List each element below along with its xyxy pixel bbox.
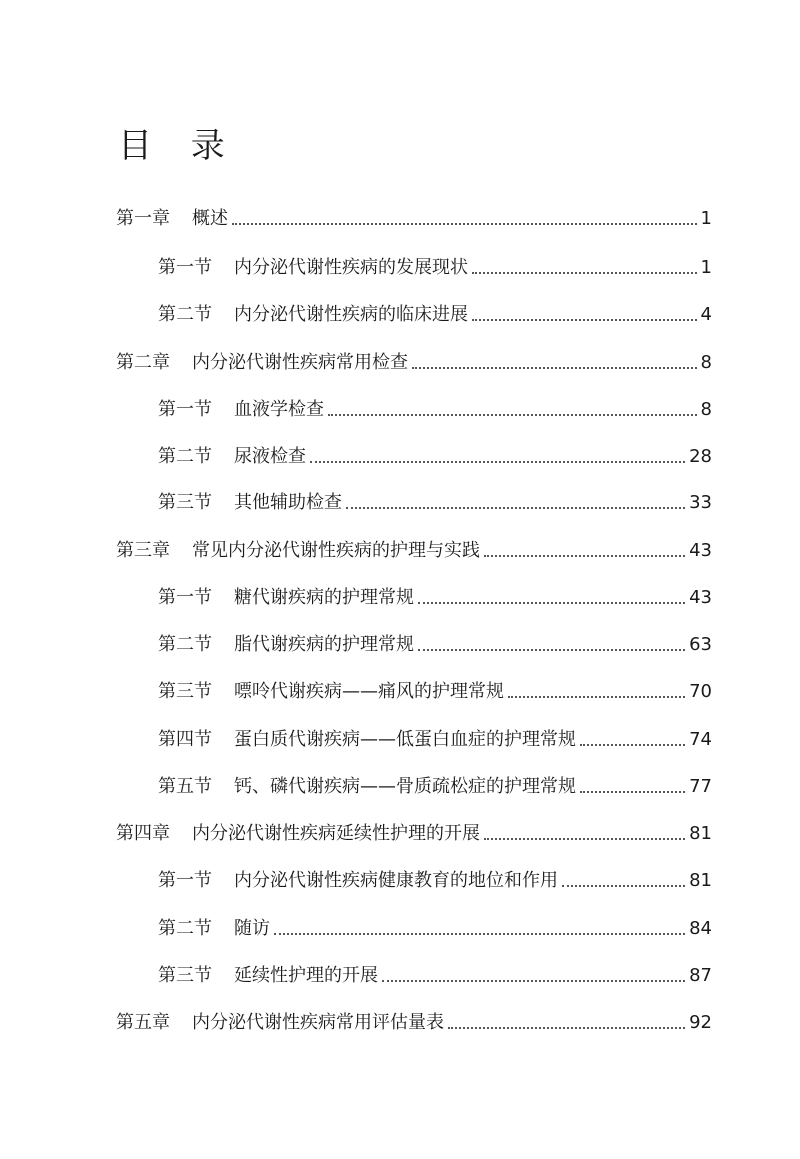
- toc-entry-title: 嘌呤代谢疾病——痛风的护理常规: [234, 681, 504, 702]
- leader-dots: [328, 414, 697, 416]
- toc-entry-number: 第二节: [158, 446, 212, 467]
- toc-entry-number: 第五章: [116, 1012, 170, 1033]
- toc-chapter-2[interactable]: [116, 344, 712, 374]
- toc-section-1-1[interactable]: [158, 249, 712, 279]
- toc-entry-title: 常见内分泌代谢性疾病的护理与实践: [192, 540, 480, 561]
- toc-entry-page: 1: [700, 257, 712, 278]
- toc-entry-title: 糖代谢疾病的护理常规: [234, 587, 414, 608]
- toc-entry-number: 第四章: [116, 823, 170, 844]
- toc-entry-title: 蛋白质代谢疾病——低蛋白血症的护理常规: [234, 729, 576, 750]
- toc-entry-page: 4: [700, 304, 712, 325]
- toc-entry-number: 第五节: [158, 776, 212, 797]
- toc-entry-page: 33: [689, 492, 712, 513]
- toc-entry-number: 第三节: [158, 492, 212, 513]
- toc-entry-title: 内分泌代谢性疾病的临床进展: [234, 304, 468, 325]
- toc-entry-title: 内分泌代谢性疾病常用评估量表: [192, 1012, 444, 1033]
- toc-section-4-3[interactable]: [158, 957, 712, 987]
- toc-section-2-2[interactable]: [158, 438, 712, 468]
- toc-entry-number: 第二节: [158, 634, 212, 655]
- toc-section-1-2[interactable]: [158, 296, 712, 326]
- toc-entry-page: 1: [700, 208, 712, 229]
- toc-entry-number: 第一章: [116, 208, 170, 229]
- toc-section-4-1[interactable]: [158, 862, 712, 892]
- toc-entry-page: 43: [689, 540, 712, 561]
- toc-section-4-2[interactable]: [158, 910, 712, 940]
- toc-entry-title: 尿液检查: [234, 446, 306, 467]
- toc-entry-number: 第一节: [158, 870, 212, 891]
- leader-dots: [580, 791, 685, 793]
- toc-entry-page: 87: [689, 965, 712, 986]
- leader-dots: [484, 555, 685, 557]
- toc-entry-page: 28: [689, 446, 712, 467]
- toc-entry-page: 81: [689, 870, 712, 891]
- toc-section-3-3[interactable]: [158, 673, 712, 703]
- leader-dots: [472, 319, 697, 321]
- leader-dots: [580, 744, 685, 746]
- leader-dots: [418, 602, 685, 604]
- toc-entry-title: 内分泌代谢性疾病健康教育的地位和作用: [234, 870, 558, 891]
- toc-entry-page: 92: [689, 1012, 712, 1033]
- toc-chapter-5[interactable]: [116, 1004, 712, 1034]
- toc-section-3-1[interactable]: [158, 579, 712, 609]
- toc-chapter-1[interactable]: [116, 200, 712, 230]
- toc-entry-title: 延续性护理的开展: [234, 965, 378, 986]
- toc-entry-title: 其他辅助检查: [234, 492, 342, 513]
- leader-dots: [412, 367, 697, 369]
- toc-entry-page: 70: [689, 681, 712, 702]
- toc-entry-title: 内分泌代谢性疾病延续性护理的开展: [192, 823, 480, 844]
- toc-section-3-5[interactable]: [158, 768, 712, 798]
- toc-chapter-4[interactable]: [116, 815, 712, 845]
- toc-entry-number: 第一节: [158, 587, 212, 608]
- toc-entry-title: 概述: [192, 208, 228, 229]
- leader-dots: [484, 838, 685, 840]
- toc-entry-title: 随访: [234, 918, 270, 939]
- toc-entry-page: 8: [700, 399, 712, 420]
- leader-dots: [472, 272, 697, 274]
- toc-entry-title: 血液学检查: [234, 399, 324, 420]
- toc-entry-page: 84: [689, 918, 712, 939]
- leader-dots: [274, 933, 685, 935]
- toc-entry-page: 43: [689, 587, 712, 608]
- leader-dots: [346, 507, 685, 509]
- toc-entry-number: 第一节: [158, 257, 212, 278]
- toc-entry-number: 第二节: [158, 918, 212, 939]
- leader-dots: [508, 696, 685, 698]
- page-title: 目 录: [118, 126, 239, 166]
- toc-entry-number: 第四节: [158, 729, 212, 750]
- toc-entry-number: 第二章: [116, 352, 170, 373]
- toc-section-3-4[interactable]: [158, 721, 712, 751]
- leader-dots: [448, 1027, 685, 1029]
- toc-section-3-2[interactable]: [158, 626, 712, 656]
- toc-entry-title: 钙、磷代谢疾病——骨质疏松症的护理常规: [234, 776, 576, 797]
- toc-entry-number: 第一节: [158, 399, 212, 420]
- toc-entry-number: 第三节: [158, 965, 212, 986]
- toc-entry-title: 内分泌代谢性疾病的发展现状: [234, 257, 468, 278]
- toc-entry-title: 脂代谢疾病的护理常规: [234, 634, 414, 655]
- toc-entry-number: 第二节: [158, 304, 212, 325]
- toc-entry-page: 8: [700, 352, 712, 373]
- toc-entry-title: 内分泌代谢性疾病常用检查: [192, 352, 408, 373]
- leader-dots: [232, 223, 697, 225]
- toc-entry-page: 74: [689, 729, 712, 750]
- leader-dots: [310, 461, 685, 463]
- toc-entry-page: 77: [689, 776, 712, 797]
- toc-section-2-3[interactable]: [158, 484, 712, 514]
- leader-dots: [382, 980, 685, 982]
- toc-section-2-1[interactable]: [158, 391, 712, 421]
- toc-chapter-3[interactable]: [116, 532, 712, 562]
- leader-dots: [418, 649, 685, 651]
- toc-entry-page: 81: [689, 823, 712, 844]
- toc-entry-number: 第三章: [116, 540, 170, 561]
- toc-entry-page: 63: [689, 634, 712, 655]
- toc-entry-number: 第三节: [158, 681, 212, 702]
- leader-dots: [562, 885, 685, 887]
